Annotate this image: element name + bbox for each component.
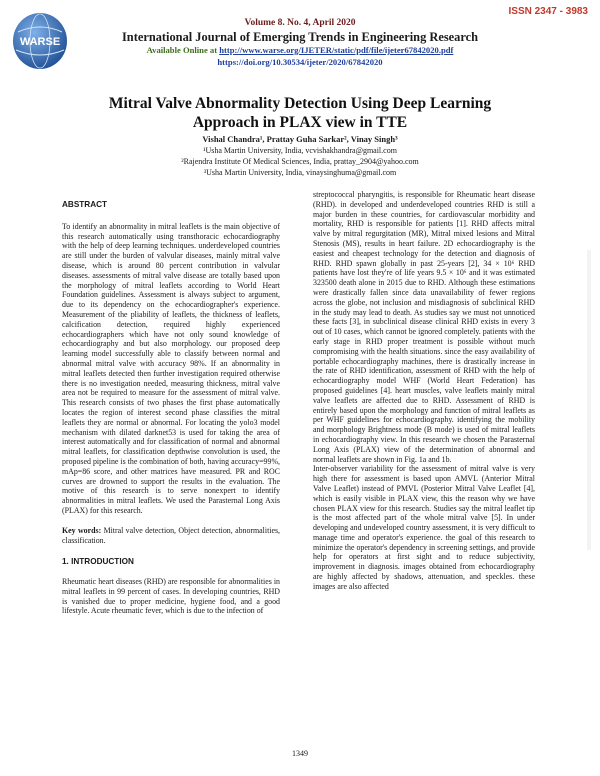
abstract-body: To identify an abnormality in mitral leaflets is the main objective of this research automatically using transthoracic echocardiography with the help of deep learning techniques. underdeveloped countries are still under the burden of valvular diseases, mainly mitral valve disease, which is around 80 percent contribution in valvular diseases. assessments of mitral valve disease are totally based upon the morphology of mitral leaflets according to World Heart Foundation guidelines. Assessment is always subject to argument, due to its dependency on the echocardiographer's experience. Measurement of the pliability of leaflets, the thickness of leaflets, calcification detection, required highly experienced echocardiographers which have not only sound knowledge of echocardiography and but also morphology. our proposed deep learning model successfully able to classify between normal and abnormal mitral valve with accuracy 98%. If an abnormality in mitral leaflets detected then further investigation required otherwise there is no investigation needed, measuring thickness, mitral valve area not be required to measure for the assessment of mitral valve. This research consists of two phases the first phase automatically locates the region of interest second phase classifies the mitral leaflets they are normal or abnormal. For locating the yolo3 model mechanism with dilated darknet53 is used for taking the area of interest automatically and for classification of normal and abnormal mitral leaflets, for classification depthwise convolution is used, the proposed pipeline is the combination of both, having accuracy=99%, mAp=86 score, and other matrices have measured. PR and ROC curves are drowned to support the results in the evaluation. The motive of this research is to serve nonexpert to identify abnormalities in mitral leaflets. We used the Parasternal Long Axis (PLAX) for this research.: [62, 221, 280, 515]
volume-info: Volume 8. No. 4, April 2020: [244, 18, 356, 28]
abstract-heading: ABSTRACT: [62, 200, 108, 209]
introduction-body: Rheumatic heart diseases (RHD) are responsible for abnormalities in mitral leaflets in 99 percent of cases. In developing countries, RHD is vanished due to proper medicine, hygiene food, and a good lifestyle. Acute rheumatic fever, which is due to the infection of: [62, 577, 280, 616]
pdf-link[interactable]: http://www.warse.org/IJETER/static/pdf/file/ijeter67842020.pdf: [219, 45, 454, 55]
affiliation-2: ²Rajendra Institute Of Medical Sciences, India, prattay_2904@yahoo.com: [181, 157, 419, 166]
title-line-1: Mitral Valve Abnormality Detection Using Deep Learning: [108, 95, 492, 112]
introduction-heading: 1. INTRODUCTION: [62, 557, 134, 567]
intro-paragraph-1: streptococcal pharyngitis, is responsible for Rheumatic heart disease (RHD). in developed and underdeveloped countries RHD is still a major burden in these countries, for cardiovascular morbidity and mortality, RHD is responsible for patients [1]. RHD affects mitral valve by mitral regurgitation (MR), Mitral mixed lesions and Mitral Stenosis (MS), results in heart failure. 2D echocardiography is the easiest and cheapest technology for the detection and diagnosis of RHD. RHD spawn globally in past 25-years [2], 34 × 10⁶ RHD patients have lost they're of life years 9.5 × 10⁶ and it was estimated 323500 death alone in 2015 due to RHD. Although these estimations were drastically fallen since data unavailability of fewer regions across the globe, not inclusion and misdiagnosis of subclinical RHD in the study may lead to death. As studies say we must not unnoticed these facts [3], in subclinical disease clinical RHD exists in every 3 out of 10 cases, which cannot be ignored completely. patients with the early stage in RHD proper treatment is possible without much compromising with the health situations. since the easy availability of portable echocardiography machines, there is drastically increase in the rate of RHD identification, assessment of RHD with the help of echocardiography model WHF (World Heart Federation) has proposed guidelines [4]. heart muscles, valve leaflets mainly mitral valve leaflets are affected due to RHD. Assessment of RHD is entirely based upon the morphology and function of mitral leaflets as per WHF guidelines for echocardiography. identifying the mobility and morphology Brightness mode (B mode) is used of mitral leaflets in echocardiography view. In this research we chosen the Parasternal Long Axis (PLAX) view of the determination of abnormal and normal leaflets are shown in Fig. 1a and 1b.: [313, 190, 535, 464]
journal-name: International Journal of Emerging Trends in Engineering Research: [121, 30, 479, 44]
title-line-2: Approach in PLAX view in TTE: [192, 114, 408, 131]
affiliation-1: ¹Usha Martin University, India, vcvishakhandra@gmail.com: [203, 146, 397, 155]
page-number: 1349: [292, 749, 308, 758]
journal-logo: [12, 12, 68, 70]
affiliation-3: ³Usha Martin University, India, vinaysinghuma@gmail.com: [203, 168, 397, 177]
author-list: Vishal Chandra¹, Prattay Guha Sarkar², Vinay Singh³: [202, 134, 398, 144]
paper-title: [70, 94, 530, 132]
keywords-label: Key words:: [62, 525, 102, 535]
right-column: [313, 190, 535, 592]
issn-label: ISSN 2347 - 3983: [508, 6, 588, 17]
availability-line: [80, 45, 520, 55]
intro-paragraph-2: Inter-observer variability for the assessment of mitral valve is very high there for assessment is based upon AMVL (Anterior Mitral Valve Leaflet) instead of PMVL (Posterior Mitral Valve Leaflet [4], which is easily visible in PLAX view, this the reason why we have chosen PLAX view for this research. Studies say the mitral leaflet tip is the most affected part of the whole mitral valve [5]. In under developing and undeveloped country assessment, it is very difficult to manage time and operator's experience. the goal of this research to minimize the operator's dependency in screening settings, and provide help for operators at first sight and to reduce subjectivity, improvement in diagnosis. images obtained from echocardiography are highly affected by shadows, attenuation, and speckles. these images are also affected: [313, 464, 535, 591]
logo-text: WARSE: [19, 36, 61, 48]
doi-link[interactable]: https://doi.org/10.30534/ijeter/2020/67842020: [217, 57, 383, 67]
availability-prefix: Available Online at: [146, 45, 220, 55]
keywords-text: Mitral valve detection, Object detection, abnormalities, classification.: [62, 525, 280, 545]
keywords-paragraph: [62, 526, 280, 546]
side-watermark-icon: [582, 250, 596, 550]
left-column: [62, 200, 280, 616]
globe-logo-icon: [12, 12, 68, 70]
